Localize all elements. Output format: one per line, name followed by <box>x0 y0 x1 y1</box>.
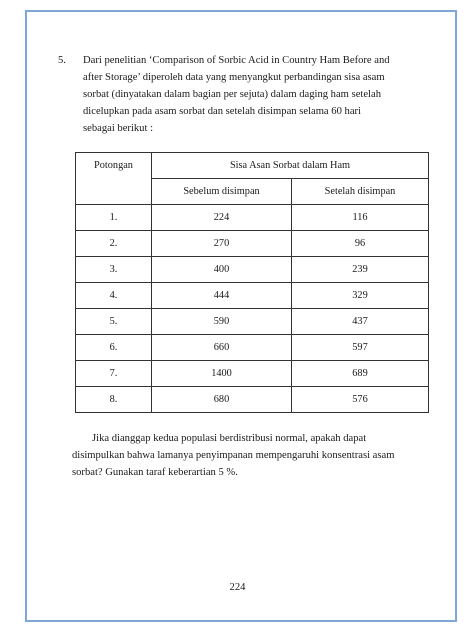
col-header-sebelum: Sebelum disimpan <box>152 179 292 205</box>
page-number: 224 <box>229 582 246 593</box>
followup-line: sorbat? Gunakan taraf keberartian 5 %. <box>72 467 238 478</box>
question-text <box>83 52 428 137</box>
cell-potongan: 8. <box>76 387 152 413</box>
table-header-row <box>76 153 429 179</box>
followup-line: disimpulkan bahwa lamanya penyimpanan mempengaruhi konsentrasi asam <box>72 450 395 461</box>
cell-setelah: 437 <box>292 309 429 335</box>
cell-sebelum: 1400 <box>152 361 292 387</box>
group-header: Sisa Asan Sorbat dalam Ham <box>152 153 429 179</box>
question-line: Dari penelitian ‘Comparison of Sorbic Acid in Country Ham Before and <box>83 55 390 66</box>
table-row <box>76 231 429 257</box>
table-row <box>76 335 429 361</box>
question-line: dicelupkan pada asam sorbat dan setelah disimpan selama 60 hari <box>83 106 361 117</box>
cell-setelah: 576 <box>292 387 429 413</box>
cell-potongan: 5. <box>76 309 152 335</box>
cell-potongan: 7. <box>76 361 152 387</box>
cell-setelah: 329 <box>292 283 429 309</box>
cell-setelah: 689 <box>292 361 429 387</box>
followup-line: Jika dianggap kedua populasi berdistribusi normal, apakah dapat <box>92 433 367 444</box>
cell-potongan: 2. <box>76 231 152 257</box>
cell-sebelum: 680 <box>152 387 292 413</box>
followup-question <box>72 430 433 481</box>
table-row <box>76 257 429 283</box>
cell-setelah: 597 <box>292 335 429 361</box>
table-row <box>76 283 429 309</box>
cell-setelah: 96 <box>292 231 429 257</box>
cell-sebelum: 270 <box>152 231 292 257</box>
question-line: sebagai berikut : <box>83 123 154 134</box>
question-5 <box>58 52 428 137</box>
question-line: after Storage’ diperoleh data yang menyangkut perbandingan sisa asam <box>83 72 385 83</box>
cell-sebelum: 590 <box>152 309 292 335</box>
cell-setelah: 239 <box>292 257 429 283</box>
col-header-potongan: Potongan <box>76 153 152 179</box>
cell-potongan: 1. <box>76 205 152 231</box>
cell-sebelum: 224 <box>152 205 292 231</box>
cell-potongan: 6. <box>76 335 152 361</box>
question-line: sorbat (dinyatakan dalam bagian per sejuta) dalam daging ham setelah <box>83 89 381 100</box>
cell-potongan: 4. <box>76 283 152 309</box>
col-header-setelah: Setelah disimpan <box>292 179 429 205</box>
table-row <box>76 361 429 387</box>
sorbic-acid-table <box>75 152 429 413</box>
col-header-empty <box>76 179 152 205</box>
cell-sebelum: 444 <box>152 283 292 309</box>
table-row <box>76 205 429 231</box>
table-subheader-row <box>76 179 429 205</box>
cell-setelah: 116 <box>292 205 429 231</box>
cell-sebelum: 400 <box>152 257 292 283</box>
cell-sebelum: 660 <box>152 335 292 361</box>
table-row <box>76 309 429 335</box>
question-number: 5. <box>58 55 66 66</box>
cell-potongan: 3. <box>76 257 152 283</box>
table-row <box>76 387 429 413</box>
